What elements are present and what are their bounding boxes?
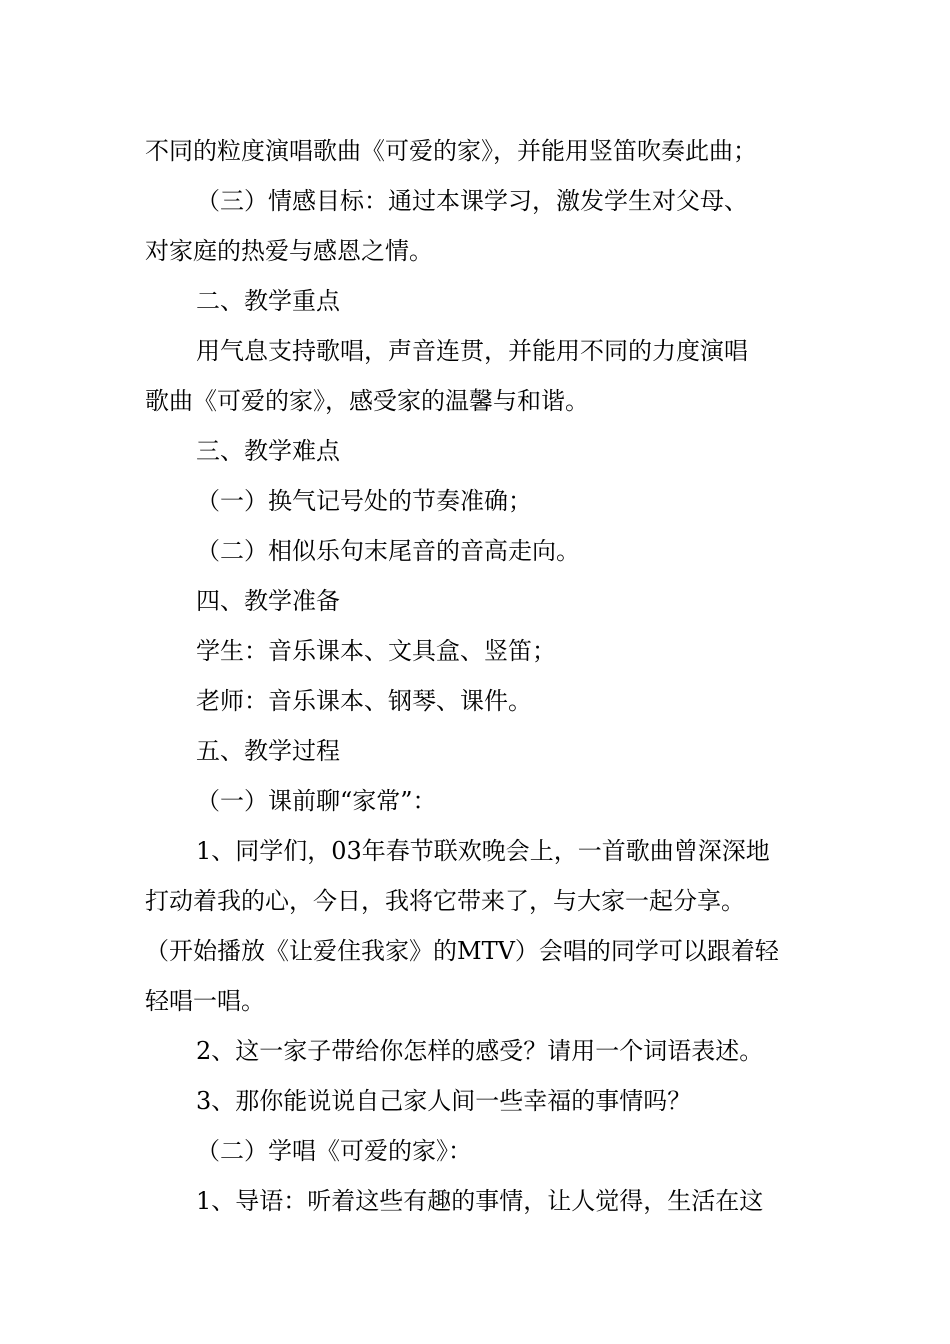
- text-line: 学生：音乐课本、文具盒、竖笛；: [196, 637, 556, 665]
- text-line: （一）课前聊“家常”：: [196, 787, 437, 815]
- text-line: 轻唱一唱。: [145, 987, 265, 1015]
- text-line: 用气息支持歌唱，声音连贯，并能用不同的力度演唱: [196, 337, 748, 365]
- section-heading: 五、教学过程: [196, 737, 340, 765]
- text-line: 打动着我的心，今日，我将它带来了，与大家一起分享。: [145, 887, 745, 915]
- text-line: 3、那你能说说自己家人间一些幸福的事情吗？: [196, 1087, 692, 1115]
- text-line: （二）学唱《可爱的家》：: [196, 1137, 472, 1165]
- section-heading: 二、教学重点: [196, 287, 340, 315]
- text-line: 1、同学们，03年春节联欢晚会上，一首歌曲曾深深地: [196, 837, 770, 865]
- section-heading: 三、教学难点: [196, 437, 340, 465]
- text-line: （一）换气记号处的节奏准确；: [196, 487, 532, 515]
- text-line: 老师：音乐课本、钢琴、课件。: [196, 687, 532, 715]
- text-line: （二）相似乐句末尾音的音高走向。: [196, 537, 580, 565]
- text-line: （三）情感目标：通过本课学习，激发学生对父母、: [196, 187, 748, 215]
- text-line: 对家庭的热爱与感恩之情。: [145, 237, 433, 265]
- text-line: 1、导语：听着这些有趣的事情，让人觉得，生活在这: [196, 1187, 764, 1215]
- section-heading: 四、教学准备: [196, 587, 340, 615]
- text-line: （开始播放《让爱住我家》的MTV）会唱的同学可以跟着轻: [145, 937, 779, 965]
- text-line: 歌曲《可爱的家》，感受家的温馨与和谐。: [145, 387, 589, 415]
- text-line: 不同的粒度演唱歌曲《可爱的家》，并能用竖笛吹奏此曲；: [145, 137, 757, 165]
- text-line: 2、这一家子带给你怎样的感受？请用一个词语表述。: [196, 1037, 764, 1065]
